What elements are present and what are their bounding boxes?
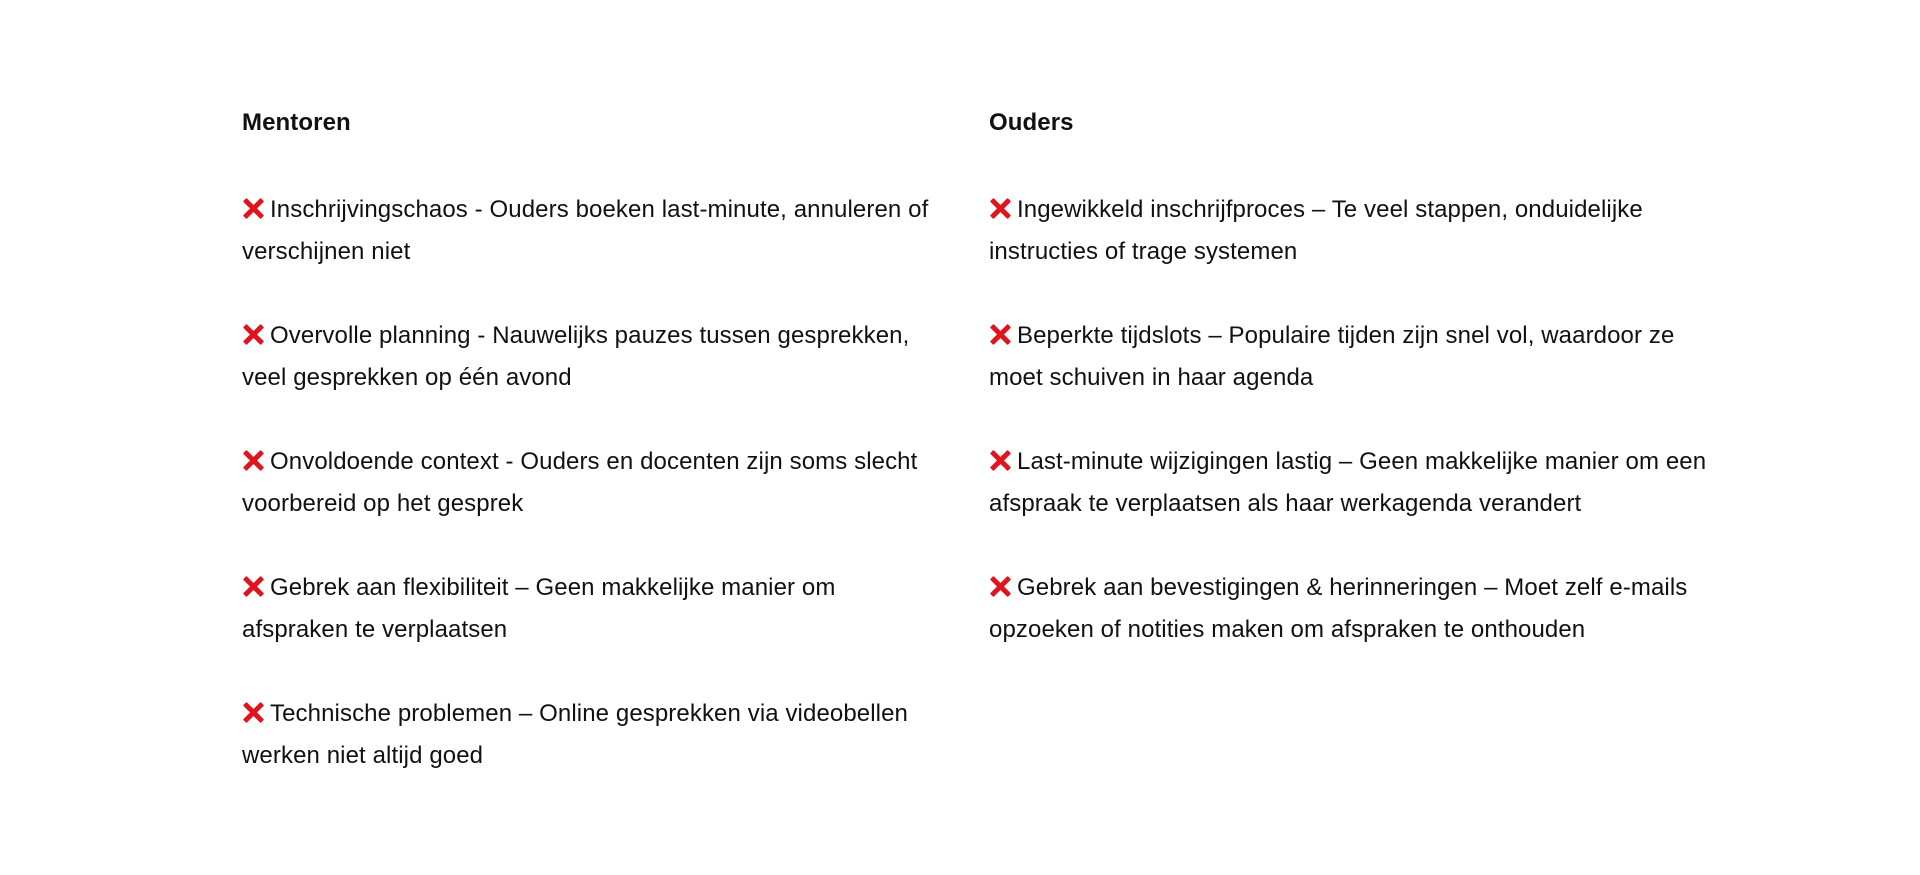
list-item-text: Technische problemen – Online gesprekken via videobellen werken niet altijd goed (242, 700, 908, 769)
list-item-text: Inschrijvingschaos - Ouders boeken last-minute, annuleren of verschijnen niet (242, 196, 929, 265)
list-item (242, 567, 942, 651)
cross-mark-icon (242, 575, 264, 597)
list-item-text: Beperkte tijdslots – Populaire tijden zijn snel vol, waardoor ze moet schuiven in haar agenda (989, 322, 1675, 391)
cross-mark-icon (242, 701, 264, 723)
list-item (242, 189, 942, 273)
column-ouders (989, 105, 1709, 693)
list-item (242, 441, 942, 525)
list-item (989, 567, 1709, 651)
list-item (989, 315, 1709, 399)
cross-mark-icon (242, 449, 264, 471)
column-title: Mentoren (242, 109, 351, 136)
column-title: Ouders (989, 109, 1074, 136)
list-item-text: Ingewikkeld inschrijfproces – Te veel stappen, onduidelijke instructies of trage systemen (989, 196, 1643, 265)
cross-mark-icon (989, 449, 1011, 471)
list-item (989, 189, 1709, 273)
list-item (989, 441, 1709, 525)
cross-mark-icon (242, 323, 264, 345)
list-item (242, 693, 942, 777)
cross-mark-icon (989, 197, 1011, 219)
list-item-text: Overvolle planning - Nauwelijks pauzes tussen gesprekken, veel gesprekken op één avond (242, 322, 910, 391)
list-item-text: Onvoldoende context - Ouders en docenten zijn soms slecht voorbereid op het gesprek (242, 448, 918, 517)
list-item-text: Gebrek aan flexibiliteit – Geen makkelijke manier om afspraken te verplaatsen (242, 574, 836, 643)
cross-mark-icon (989, 575, 1011, 597)
list-item-text: Last-minute wijzigingen lastig – Geen makkelijke manier om een afspraak te verplaatsen als haar werkagenda verandert (989, 448, 1707, 517)
list-item-text: Gebrek aan bevestigingen & herinneringen – Moet zelf e-mails opzoeken of notities maken om afspraken te onthouden (989, 574, 1688, 643)
cross-mark-icon (989, 323, 1011, 345)
column-mentoren (242, 105, 942, 819)
list-item (242, 315, 942, 399)
cross-mark-icon (242, 197, 264, 219)
